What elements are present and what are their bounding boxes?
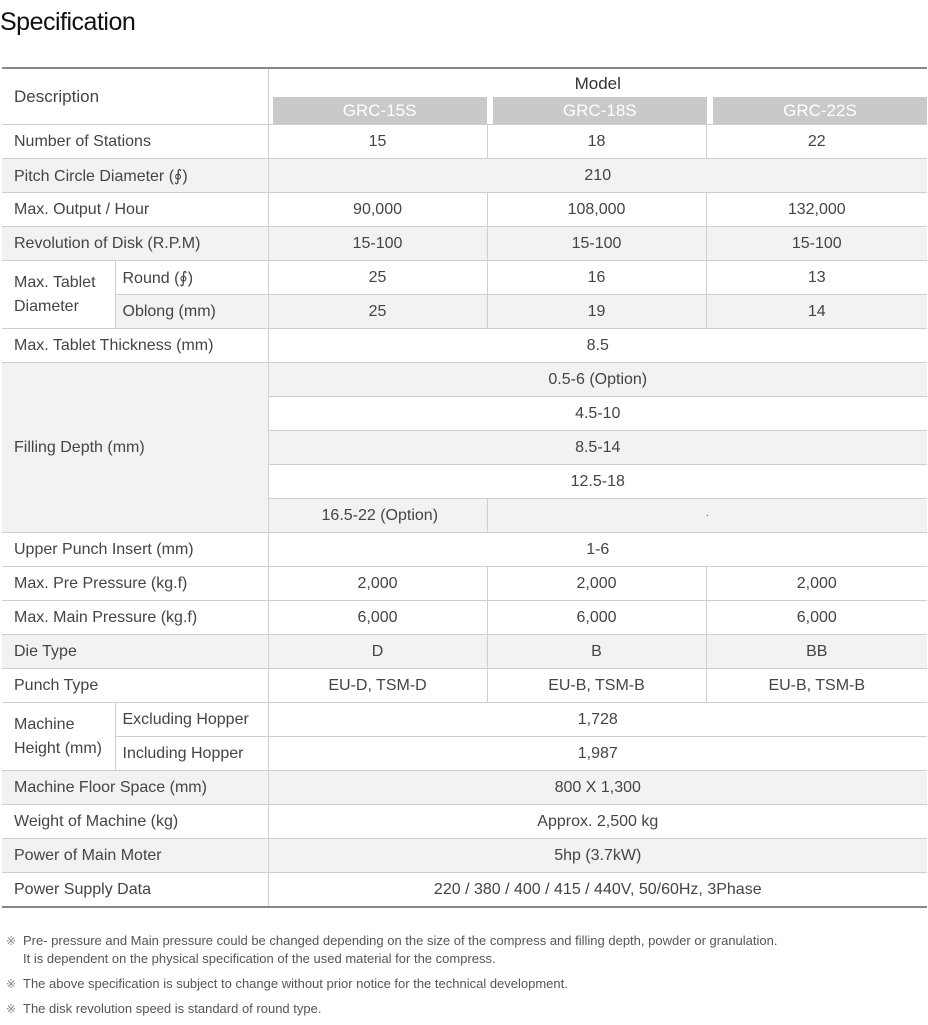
cell-value: 800 X 1,300 xyxy=(268,771,927,805)
model-grc-18s: GRC-18S xyxy=(493,97,707,124)
cell-value: EU-B, TSM-B xyxy=(487,669,706,703)
row-height-excluding xyxy=(2,703,927,737)
page-title: Specification xyxy=(0,8,136,36)
row-motor xyxy=(2,839,927,873)
model-header xyxy=(268,68,927,125)
sub-label: Excluding Hopper xyxy=(115,703,268,737)
footnote xyxy=(6,1000,916,1018)
row-label: Die Type xyxy=(2,635,268,669)
cell-value: 12.5-18 xyxy=(268,465,927,499)
model-title: Model xyxy=(574,74,621,93)
cell-value: 108,000 xyxy=(487,193,706,227)
description-header: Description xyxy=(2,68,268,125)
row-upper-punch xyxy=(2,533,927,567)
cell-value: 16.5-22 (Option) xyxy=(268,499,487,533)
row-label: Max. Tablet Thickness (mm) xyxy=(2,329,268,363)
footnote-text: The above specification is subject to change without prior notice for the technical development. xyxy=(23,976,568,991)
cell-value: 1,728 xyxy=(268,703,927,737)
cell-value: 13 xyxy=(706,261,927,295)
footnote xyxy=(6,975,916,993)
cell-value: EU-B, TSM-B xyxy=(706,669,927,703)
cell-value: 8.5-14 xyxy=(268,431,927,465)
cell-value: 18 xyxy=(487,125,706,159)
row-tablet-round xyxy=(2,261,927,295)
footnote-text: The disk revolution speed is standard of round type. xyxy=(23,1001,322,1016)
row-label: Power Supply Data xyxy=(2,873,268,908)
footnotes xyxy=(6,932,916,1025)
cell-value: · xyxy=(487,499,927,533)
sub-label: Round (∮) xyxy=(115,261,268,295)
reference-mark-icon: ※ xyxy=(6,1002,17,1016)
cell-value: 6,000 xyxy=(487,601,706,635)
row-label: Machine Height (mm) xyxy=(2,703,115,771)
row-output xyxy=(2,193,927,227)
sub-label: Oblong (mm) xyxy=(115,295,268,329)
cell-value: 2,000 xyxy=(706,567,927,601)
row-label: Weight of Machine (kg) xyxy=(2,805,268,839)
cell-value: 132,000 xyxy=(706,193,927,227)
row-height-including xyxy=(2,737,927,771)
cell-value: 0.5-6 (Option) xyxy=(268,363,927,397)
cell-value: 15-100 xyxy=(706,227,927,261)
model-grc-22s: GRC-22S xyxy=(713,97,927,124)
row-label: Pitch Circle Diameter (∮) xyxy=(2,159,268,193)
cell-value: 2,000 xyxy=(487,567,706,601)
cell-value: 90,000 xyxy=(268,193,487,227)
row-pre-pressure xyxy=(2,567,927,601)
row-tablet-oblong xyxy=(2,295,927,329)
row-label: Max. Pre Pressure (kg.f) xyxy=(2,567,268,601)
cell-value: B xyxy=(487,635,706,669)
cell-value: EU-D, TSM-D xyxy=(268,669,487,703)
row-stations xyxy=(2,125,927,159)
cell-value: 15-100 xyxy=(487,227,706,261)
cell-value: 15-100 xyxy=(268,227,487,261)
row-weight xyxy=(2,805,927,839)
cell-value: 210 xyxy=(268,159,927,193)
footnote xyxy=(6,932,916,968)
row-main-pressure xyxy=(2,601,927,635)
cell-value: 5hp (3.7kW) xyxy=(268,839,927,873)
cell-value: 6,000 xyxy=(706,601,927,635)
row-filling-1 xyxy=(2,363,927,397)
reference-mark-icon: ※ xyxy=(6,934,17,948)
cell-value: 1-6 xyxy=(268,533,927,567)
cell-value: 19 xyxy=(487,295,706,329)
row-pitch xyxy=(2,159,927,193)
reference-mark-icon: ※ xyxy=(6,977,17,991)
row-die-type xyxy=(2,635,927,669)
row-label: Filling Depth (mm) xyxy=(2,363,268,533)
cell-value: 8.5 xyxy=(268,329,927,363)
cell-value: 4.5-10 xyxy=(268,397,927,431)
footnote-text: Pre- pressure and Main pressure could be changed depending on the size of the compress and filling depth, powder or granulation. xyxy=(23,933,778,948)
row-label: Max. Output / Hour xyxy=(2,193,268,227)
row-power xyxy=(2,873,927,908)
cell-value: 220 / 380 / 400 / 415 / 440V, 50/60Hz, 3Phase xyxy=(268,873,927,908)
cell-value: 16 xyxy=(487,261,706,295)
footnote-text: It is dependent on the physical specification of the used material for the compress. xyxy=(23,951,496,966)
row-label: Upper Punch Insert (mm) xyxy=(2,533,268,567)
row-punch-type xyxy=(2,669,927,703)
specification-table xyxy=(2,67,927,908)
row-label: Max. Tablet Diameter xyxy=(2,261,115,329)
row-label: Number of Stations xyxy=(2,125,268,159)
header-row xyxy=(2,68,927,125)
cell-value: 25 xyxy=(268,261,487,295)
cell-value: 6,000 xyxy=(268,601,487,635)
cell-value: 25 xyxy=(268,295,487,329)
cell-value: 2,000 xyxy=(268,567,487,601)
row-label: Punch Type xyxy=(2,669,268,703)
row-label: Power of Main Moter xyxy=(2,839,268,873)
cell-value: 15 xyxy=(268,125,487,159)
cell-value: 1,987 xyxy=(268,737,927,771)
cell-value: D xyxy=(268,635,487,669)
cell-value: Approx. 2,500 kg xyxy=(268,805,927,839)
row-revolution xyxy=(2,227,927,261)
cell-value: BB xyxy=(706,635,927,669)
row-thickness xyxy=(2,329,927,363)
sub-label: Including Hopper xyxy=(115,737,268,771)
row-label: Machine Floor Space (mm) xyxy=(2,771,268,805)
model-grc-15s: GRC-15S xyxy=(273,97,487,124)
cell-value: 14 xyxy=(706,295,927,329)
row-label: Max. Main Pressure (kg.f) xyxy=(2,601,268,635)
row-label: Revolution of Disk (R.P.M) xyxy=(2,227,268,261)
cell-value: 22 xyxy=(706,125,927,159)
row-floor-space xyxy=(2,771,927,805)
